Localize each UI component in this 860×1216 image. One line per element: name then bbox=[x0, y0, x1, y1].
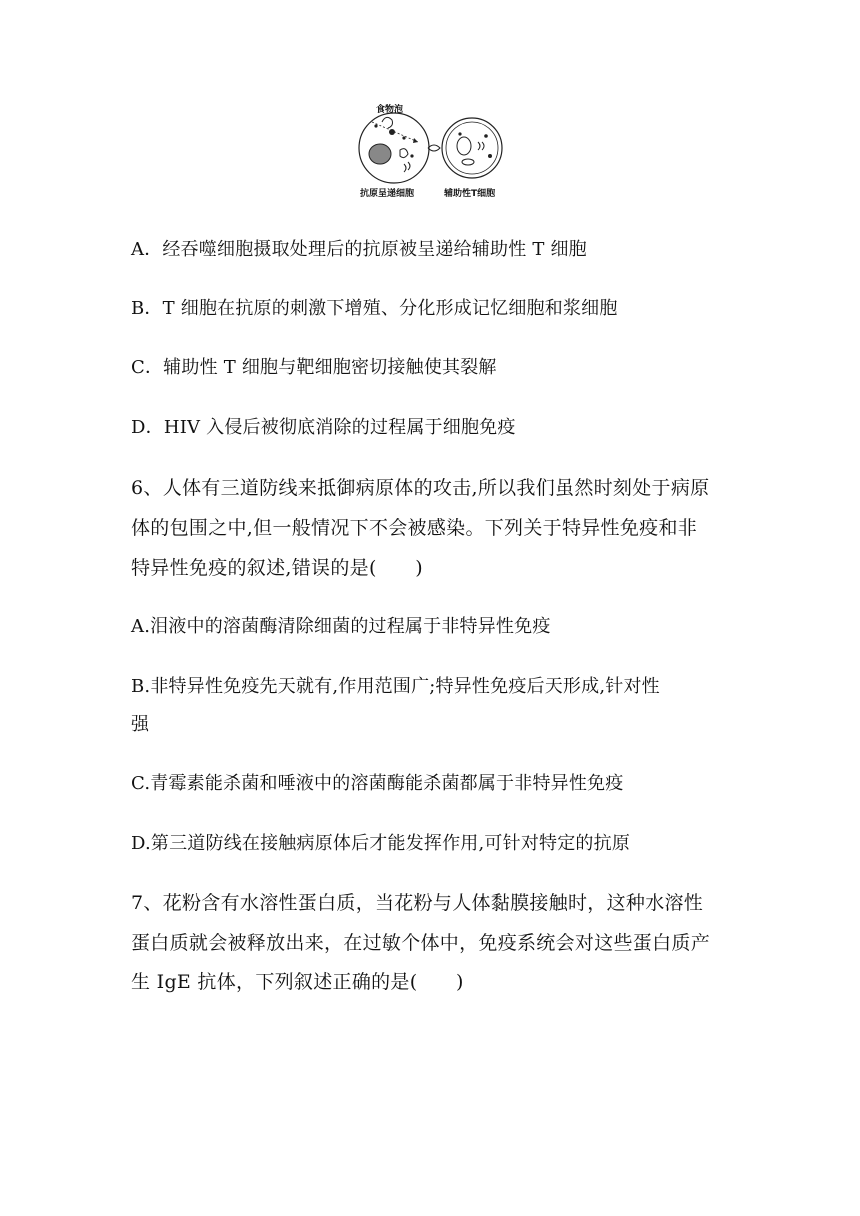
q6-option-c: C.青霉素能杀菌和唾液中的溶菌酶能杀菌都属于非特异性免疫 bbox=[131, 773, 624, 794]
q6-option-a: A.泪液中的溶菌酶清除细菌的过程属于非特异性免疫 bbox=[131, 616, 551, 637]
q5-option-c: C．辅助性 T 细胞与靶细胞密切接触使其裂解 bbox=[131, 357, 497, 378]
label-apc: 抗原呈递细胞 bbox=[360, 189, 415, 199]
q7-stem-line-3: 生 IgE 抗体，下列叙述正确的是( ) bbox=[131, 971, 464, 993]
helper-t-cell-outline bbox=[442, 118, 502, 178]
q5-option-d: D．HIV 入侵后被彻底消除的过程属于细胞免疫 bbox=[131, 417, 516, 438]
q6-stem-line-3: 特异性免疫的叙述,错误的是( ) bbox=[131, 557, 423, 579]
q5-option-a: A．经吞噬细胞摄取处理后的抗原被呈递给辅助性 T 细胞 bbox=[131, 239, 587, 260]
q6-stem-line-2: 体的包围之中,但一般情况下不会被感染。下列关于特异性免疫和非 bbox=[131, 517, 698, 539]
q6-stem-line-1: 6、人体有三道防线来抵御病原体的攻击,所以我们虽然时刻处于病原 bbox=[131, 477, 710, 499]
helper-t-nucleus bbox=[457, 137, 471, 155]
food-vacuole bbox=[382, 117, 393, 128]
q5-option-b: B．T 细胞在抗原的刺激下增殖、分化形成记忆细胞和浆细胞 bbox=[131, 298, 618, 319]
q6-option-d: D.第三道防线在接触病原体后才能发挥作用,可针对特定的抗原 bbox=[131, 833, 631, 854]
q6-option-b: B.非特异性免疫先天就有,作用范围广;特异性免疫后天形成,针对性 bbox=[131, 676, 660, 697]
apc-nucleus bbox=[369, 144, 391, 164]
antigen-presentation-figure bbox=[352, 98, 522, 202]
apc-cell-outline bbox=[359, 113, 429, 183]
q6-option-b-cont: 强 bbox=[131, 714, 150, 735]
q7-stem-line-2: 蛋白质就会被释放出来，在过敏个体中，免疫系统会对这些蛋白质产 bbox=[131, 932, 711, 954]
apc-organelle bbox=[400, 149, 408, 158]
cell-contact bbox=[428, 145, 440, 151]
q7-stem-line-1: 7、花粉含有水溶性蛋白质，当花粉与人体黏膜接触时，这种水溶性 bbox=[131, 892, 704, 914]
label-food-vacuole: 食物泡 bbox=[376, 105, 404, 115]
label-helper-t: 辅助性T细胞 bbox=[444, 189, 496, 199]
